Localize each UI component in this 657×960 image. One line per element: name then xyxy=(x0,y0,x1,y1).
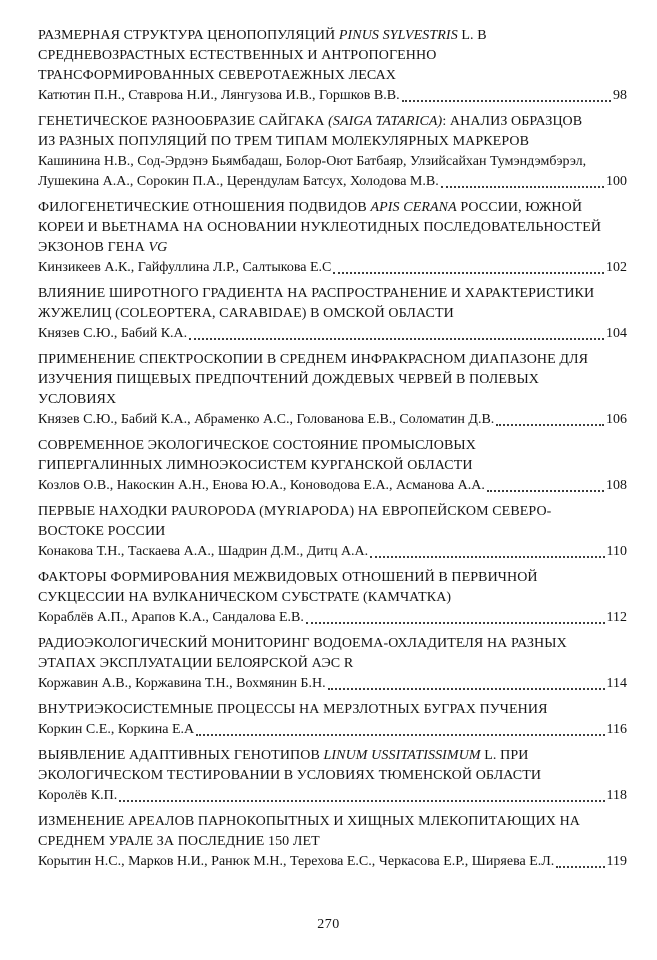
title-run: ВОСТОКЕ РОССИИ xyxy=(38,524,166,539)
entry-title-line xyxy=(38,568,627,588)
entry-authors: Коркин С.Е., Коркина Е.А xyxy=(38,722,195,737)
title-run: КОРЕИ И ВЬЕТНАМА НА ОСНОВАНИИ НУКЛЕОТИДНЫХ ПОСЛЕДОВАТЕЛЬНОСТЕЙ xyxy=(38,220,602,235)
dot-leader xyxy=(496,424,604,426)
toc-entry xyxy=(38,502,627,562)
title-run: ВЫЯВЛЕНИЕ АДАПТИВНЫХ ГЕНОТИПОВ xyxy=(38,748,324,763)
title-run: УСЛОВИЯХ xyxy=(38,392,117,407)
title-run: ГИПЕРГАЛИННЫХ ЛИМНОЭКОСИСТЕМ КУРГАНСКОЙ ОБЛАСТИ xyxy=(38,458,473,473)
title-run: ПЕРВЫЕ НАХОДКИ PAUROPODA (MYRIAPODA) НА ЕВРОПЕЙСКОМ СЕВЕРО- xyxy=(38,504,552,519)
entry-authors-row xyxy=(38,608,627,628)
entry-page-number: 119 xyxy=(606,854,627,869)
entry-title-line xyxy=(38,456,627,476)
title-run: ВНУТРИЭКОСИСТЕМНЫЕ ПРОЦЕССЫ НА МЕРЗЛОТНЫХ БУГРАХ ПУЧЕНИЯ xyxy=(38,702,548,717)
entry-authors: Князев С.Ю., Бабий К.А. xyxy=(38,326,188,341)
entry-authors: Корытин Н.С., Марков Н.И., Ранюк М.Н., Терехова Е.С., Черкасова Е.Р., Ширяева Е.Л. xyxy=(38,854,555,869)
toc-entry xyxy=(38,26,627,106)
entry-page-number: 102 xyxy=(606,260,627,275)
entry-page-number: 108 xyxy=(606,478,627,493)
title-run: ЭКЗОНОВ ГЕНА xyxy=(38,240,149,255)
toc-entry xyxy=(38,436,627,496)
entry-title-line xyxy=(38,700,627,720)
dot-leader xyxy=(306,622,605,624)
title-run-italic: VG xyxy=(148,240,168,255)
entry-authors-row xyxy=(38,324,627,344)
toc-entry xyxy=(38,746,627,806)
footer-page-number: 270 xyxy=(317,917,340,932)
dot-leader xyxy=(370,556,604,558)
entry-authors-row xyxy=(38,172,627,192)
title-run-italic: APIS CERANA xyxy=(370,200,457,215)
entry-title-line xyxy=(38,502,627,522)
entry-authors-row xyxy=(38,258,627,278)
entry-page-number: 98 xyxy=(613,88,627,103)
dot-leader xyxy=(189,338,604,340)
entry-title-line xyxy=(38,284,627,304)
entry-authors-row xyxy=(38,720,627,740)
entry-page-number: 104 xyxy=(606,326,627,341)
entry-authors: Козлов О.В., Накоскин А.Н., Енова Ю.А., Коноводова Е.А., Асманова А.А. xyxy=(38,478,485,493)
entry-authors-row xyxy=(38,786,627,806)
entry-title-line xyxy=(38,66,627,86)
title-run: L. В xyxy=(457,28,487,43)
entry-page-number: 106 xyxy=(606,412,627,427)
entry-authors-row xyxy=(38,542,627,562)
entry-page-number: 112 xyxy=(606,610,627,625)
entry-title-line xyxy=(38,522,627,542)
entry-title-line xyxy=(38,350,627,370)
title-run: РОССИИ, ЮЖНОЙ xyxy=(456,200,583,215)
entry-authors-row xyxy=(38,852,627,872)
dot-leader xyxy=(487,490,604,492)
toc-entry xyxy=(38,568,627,628)
entry-authors: Лушекина А.А., Сорокин П.А., Церендулам Батсух, Холодова М.В. xyxy=(38,174,439,189)
entry-title-line xyxy=(38,436,627,456)
entry-page-number: 118 xyxy=(606,788,627,803)
entry-title-line xyxy=(38,588,627,608)
entry-page-number: 100 xyxy=(606,174,627,189)
title-run-italic: PINUS SYLVESTRIS xyxy=(338,28,458,43)
dot-leader xyxy=(119,800,604,802)
title-run-italic: (SAIGA TATARICA) xyxy=(328,114,443,129)
entry-title-line xyxy=(38,218,627,238)
entry-title-line xyxy=(38,238,627,258)
entry-title-line xyxy=(38,198,627,218)
entry-authors-row xyxy=(38,86,627,106)
toc-entry xyxy=(38,700,627,740)
dot-leader xyxy=(196,734,604,736)
entry-title-line xyxy=(38,812,627,832)
entry-authors-row xyxy=(38,410,627,430)
toc-entry xyxy=(38,198,627,278)
title-run: РАДИОЭКОЛОГИЧЕСКИЙ МОНИТОРИНГ ВОДОЕМА-ОХЛАДИТЕЛЯ НА РАЗНЫХ xyxy=(38,636,567,651)
title-run: ФИЛОГЕНЕТИЧЕСКИЕ ОТНОШЕНИЯ ПОДВИДОВ xyxy=(38,200,371,215)
entry-authors-line: Кашинина Н.В., Сод-Эрдэнэ Бьямбадаш, Болор-Оют Батбаяр, Улзийсайхан Тумэндэмбэрэл, xyxy=(38,154,587,169)
title-run: ГЕНЕТИЧЕСКОЕ РАЗНООБРАЗИЕ САЙГАКА xyxy=(38,114,329,129)
entry-page-number: 116 xyxy=(606,722,627,737)
title-run: ИЗУЧЕНИЯ ПИЩЕВЫХ ПРЕДПОЧТЕНИЙ ДОЖДЕВЫХ ЧЕРВЕЙ В ПОЛЕВЫХ xyxy=(38,372,539,387)
title-run: ФАКТОРЫ ФОРМИРОВАНИЯ МЕЖВИДОВЫХ ОТНОШЕНИЙ В ПЕРВИЧНОЙ xyxy=(38,570,538,585)
dot-leader xyxy=(402,100,611,102)
title-run: РАЗМЕРНАЯ СТРУКТУРА ЦЕНОПОПУЛЯЦИЙ xyxy=(38,28,339,43)
entry-title-line xyxy=(38,112,627,132)
entry-title-line xyxy=(38,390,627,410)
dot-leader xyxy=(556,866,604,868)
title-run: ПРИМЕНЕНИЕ СПЕКТРОСКОПИИ В СРЕДНЕМ ИНФРАКРАСНОМ ДИАПАЗОНЕ ДЛЯ xyxy=(38,352,589,367)
entry-title-line xyxy=(38,46,627,66)
entry-title-line xyxy=(38,832,627,852)
entry-authors: Конакова Т.Н., Таскаева А.А., Шадрин Д.М., Дитц А.А. xyxy=(38,544,369,559)
entry-page-number: 114 xyxy=(606,676,627,691)
entry-title-line xyxy=(38,654,627,674)
entry-authors-row xyxy=(38,476,627,496)
title-run: ТРАНСФОРМИРОВАННЫХ СЕВЕРОТАЕЖНЫХ ЛЕСАХ xyxy=(38,68,397,83)
dot-leader xyxy=(441,186,604,188)
title-run: : АНАЛИЗ ОБРАЗЦОВ xyxy=(442,114,583,129)
title-run-italic: LINUM USSITATISSIMUM xyxy=(323,748,481,763)
entry-authors: Кораблёв А.П., Арапов К.А., Сандалова Е.В. xyxy=(38,610,304,625)
entry-authors: Королёв К.П. xyxy=(38,788,118,803)
title-run: СРЕДНЕМ УРАЛЕ ЗА ПОСЛЕДНИЕ 150 ЛЕТ xyxy=(38,834,320,849)
toc-entry xyxy=(38,284,627,344)
entry-title-line xyxy=(38,304,627,324)
title-run: СОВРЕМЕННОЕ ЭКОЛОГИЧЕСКОЕ СОСТОЯНИЕ ПРОМЫСЛОВЫХ xyxy=(38,438,476,453)
title-run: ИЗ РАЗНЫХ ПОПУЛЯЦИЙ ПО ТРЕМ ТИПАМ МОЛЕКУЛЯРНЫХ МАРКЕРОВ xyxy=(38,134,530,149)
entry-page-number: 110 xyxy=(606,544,627,559)
entry-title-line xyxy=(38,746,627,766)
entry-authors-row xyxy=(38,674,627,694)
dot-leader xyxy=(328,688,605,690)
toc-list xyxy=(38,26,627,872)
toc-entry xyxy=(38,350,627,430)
entry-title-line xyxy=(38,766,627,786)
title-run: ИЗМЕНЕНИЕ АРЕАЛОВ ПАРНОКОПЫТНЫХ И ХИЩНЫХ МЛЕКОПИТАЮЩИХ НА xyxy=(38,814,581,829)
toc-entry xyxy=(38,112,627,192)
title-run: ВЛИЯНИЕ ШИРОТНОГО ГРАДИЕНТА НА РАСПРОСТРАНЕНИЕ И ХАРАКТЕРИСТИКИ xyxy=(38,286,595,301)
entry-title-line xyxy=(38,26,627,46)
entry-title-line xyxy=(38,634,627,654)
dot-leader xyxy=(333,272,604,274)
title-run: L. ПРИ xyxy=(480,748,529,763)
entry-authors: Князев С.Ю., Бабий К.А., Абраменко А.С., Голованова Е.В., Соломатин Д.В. xyxy=(38,412,495,427)
title-run: ЭТАПАХ ЭКСПЛУАТАЦИИ БЕЛОЯРСКОЙ АЭС R xyxy=(38,656,354,671)
entry-authors: Кинзикеев А.К., Гайфуллина Л.Р., Салтыкова Е.С xyxy=(38,260,332,275)
entry-title-line xyxy=(38,370,627,390)
entry-authors: Катютин П.Н., Ставрова Н.И., Лянгузова И.В., Горшков В.В. xyxy=(38,88,400,103)
title-run: СРЕДНЕВОЗРАСТНЫХ ЕСТЕСТВЕННЫХ И АНТРОПОГЕННО xyxy=(38,48,437,63)
title-run: ЭКОЛОГИЧЕСКОМ ТЕСТИРОВАНИИ В УСЛОВИЯХ ТЮМЕНСКОЙ ОБЛАСТИ xyxy=(38,768,542,783)
title-run: СУКЦЕССИИ НА ВУЛКАНИЧЕСКОМ СУБСТРАТЕ (КАМЧАТКА) xyxy=(38,590,452,605)
entry-authors: Коржавин А.В., Коржавина Т.Н., Вохмянин Б.Н. xyxy=(38,676,326,691)
title-run: ЖУЖЕЛИЦ (COLEOPTERA, CARABIDAE) В ОМСКОЙ ОБЛАСТИ xyxy=(38,306,454,321)
entry-title-line xyxy=(38,132,627,152)
toc-entry xyxy=(38,812,627,872)
toc-entry xyxy=(38,634,627,694)
